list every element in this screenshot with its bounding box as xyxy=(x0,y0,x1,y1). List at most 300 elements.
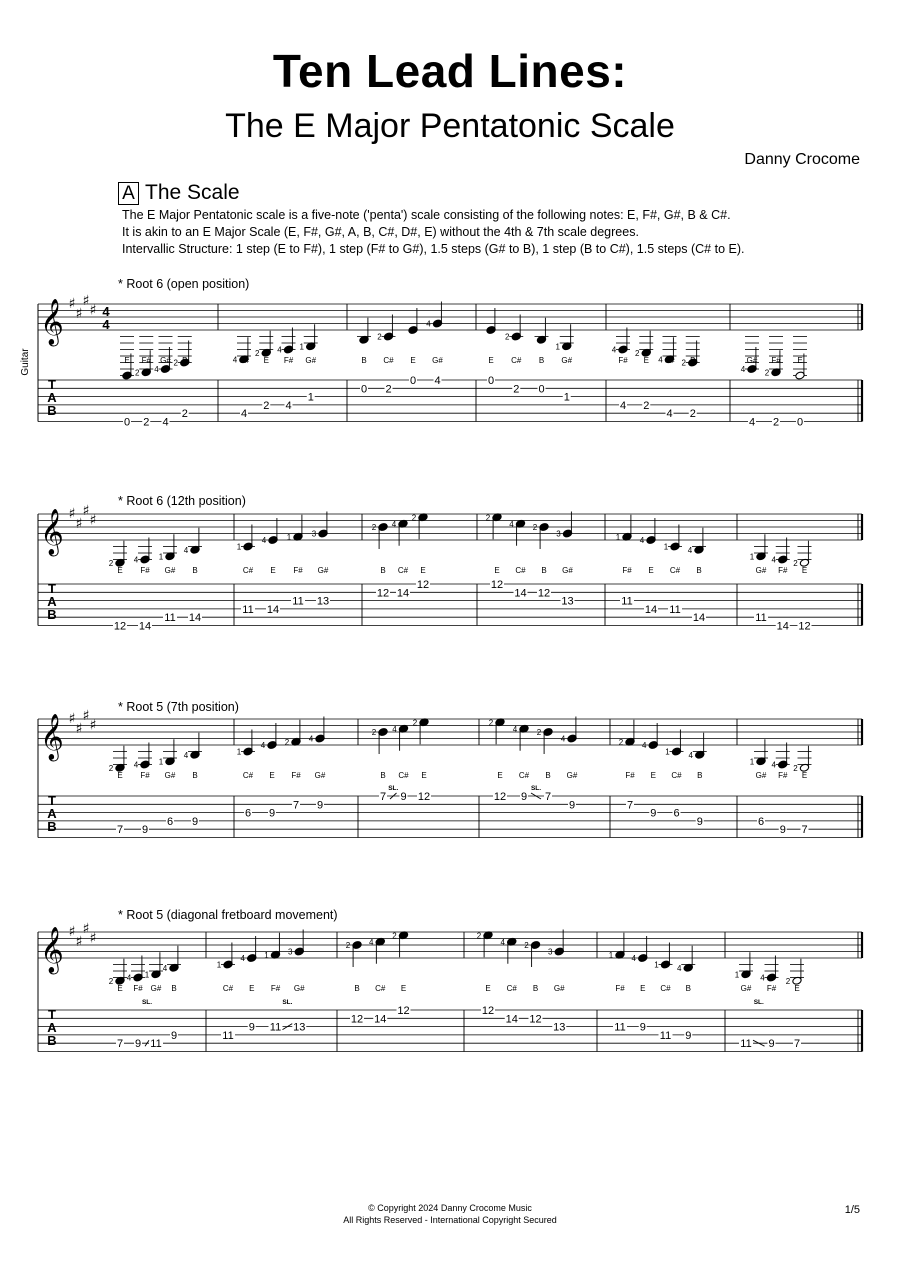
note-name: F# xyxy=(293,566,303,575)
note xyxy=(635,331,653,412)
fingering: 2 xyxy=(532,523,538,532)
note xyxy=(277,328,295,412)
note xyxy=(556,324,574,403)
tab-fret: 14 xyxy=(692,612,706,625)
tab-fret: 7 xyxy=(626,799,634,812)
note-name: G# xyxy=(164,566,176,575)
tab-fret: 9 xyxy=(191,815,199,828)
note xyxy=(255,331,273,412)
tab-clef: B xyxy=(47,607,57,622)
slide-label: SL. xyxy=(388,785,399,792)
note xyxy=(392,931,410,1017)
fingering: 4 xyxy=(369,937,374,947)
key-sharp-icon: ♯ xyxy=(82,707,90,724)
note-name: B xyxy=(538,356,545,365)
note-name: F# xyxy=(615,984,625,993)
fingering: 4 xyxy=(162,963,168,973)
note-name: B xyxy=(545,771,551,780)
note-name: F# xyxy=(133,984,143,993)
tab-fret: 12 xyxy=(350,1013,364,1026)
tab-fret: 12 xyxy=(113,620,127,633)
note-name: C# xyxy=(511,356,522,365)
note xyxy=(134,743,152,837)
note-name: G# xyxy=(317,566,329,575)
note xyxy=(233,337,251,421)
tab-fret: 14 xyxy=(266,603,280,616)
tab-fret: 2 xyxy=(143,416,150,429)
note-name: C# xyxy=(238,356,250,365)
note-name: E xyxy=(648,566,654,575)
note xyxy=(300,324,318,403)
key-sharp-icon: ♯ xyxy=(82,292,90,309)
time-signature-bottom: 4 xyxy=(102,317,110,332)
tab-fret: 14 xyxy=(644,603,658,616)
fingering: 1 xyxy=(158,552,164,562)
fingering: 2 xyxy=(284,737,290,747)
time-signature-top: 4 xyxy=(102,304,110,319)
tab-fret: 12 xyxy=(481,1005,495,1017)
note-name: E xyxy=(270,566,276,575)
note-name: C# xyxy=(664,356,675,365)
note-name: B xyxy=(354,984,360,993)
fingering: 2 xyxy=(108,558,114,568)
fingering: 4 xyxy=(391,519,397,529)
fingering: 2 xyxy=(173,358,178,368)
note xyxy=(689,733,707,828)
fingering: 4 xyxy=(760,973,765,983)
note xyxy=(772,538,790,633)
note-name: G# xyxy=(553,984,565,993)
note xyxy=(677,946,695,1042)
note xyxy=(658,337,676,421)
fingering: 4 xyxy=(183,750,189,760)
tab-fret: 9 xyxy=(520,791,528,803)
key-sharp-icon: ♯ xyxy=(75,305,83,322)
system-2 xyxy=(38,494,862,633)
tab-fret: 7 xyxy=(793,1038,801,1051)
system-1 xyxy=(20,277,862,429)
fingering: 1 xyxy=(299,342,304,352)
tab-fret: 0 xyxy=(796,416,804,429)
tab-fret: 12 xyxy=(493,791,507,803)
tab-fret: 12 xyxy=(376,587,390,600)
tab-fret: 12 xyxy=(529,1013,542,1026)
composer: Danny Crocome xyxy=(744,151,860,168)
note-name: B xyxy=(685,984,691,993)
note xyxy=(372,523,390,600)
copyright-line: © Copyright 2024 Danny Crocome Music xyxy=(368,1203,532,1213)
note xyxy=(135,337,153,429)
note xyxy=(159,534,177,624)
note-name: E xyxy=(249,984,255,993)
tab-fret: 9 xyxy=(768,1038,775,1051)
fingering: 2 xyxy=(371,523,377,532)
note-name: C# xyxy=(518,771,530,780)
system-label: * Root 6 (12th position) xyxy=(118,494,246,508)
fingering: 2 xyxy=(411,513,417,523)
note xyxy=(735,952,753,1050)
tab-fret: 4 xyxy=(748,416,756,429)
note-name: C# xyxy=(671,771,682,780)
fingering: 2 xyxy=(536,728,542,737)
note-name: E xyxy=(801,566,808,575)
note xyxy=(312,512,330,608)
note xyxy=(688,528,706,624)
description-line-1: The E Major Pentatonic scale is a five-note ('penta') scale consisting of the following notes: E, F#, G#, B & C#. xyxy=(122,208,731,222)
note-name: E xyxy=(797,356,803,365)
note-name: B xyxy=(182,356,188,365)
fingering: 2 xyxy=(785,976,791,986)
tab-fret: 6 xyxy=(673,807,680,820)
fingering: 1 xyxy=(555,342,560,352)
tab-clef: A xyxy=(47,806,57,821)
note-name: E xyxy=(124,356,130,365)
note xyxy=(174,337,192,421)
tab-fret: 14 xyxy=(138,620,152,633)
note-name: C# xyxy=(515,566,526,575)
tab-fret: 11 xyxy=(659,1029,672,1042)
tab-fret: 12 xyxy=(417,791,431,803)
tab-clef: T xyxy=(48,793,56,808)
fingering: 2 xyxy=(524,941,529,950)
note-name: G# xyxy=(432,356,443,365)
note xyxy=(477,931,495,1017)
note xyxy=(489,718,507,803)
note-name: B xyxy=(380,566,386,575)
tab-fret: 14 xyxy=(514,587,527,600)
tab-fret: 11 xyxy=(755,612,767,625)
tab-fret: 2 xyxy=(263,399,270,412)
note xyxy=(793,337,807,429)
tab-fret: 11 xyxy=(669,603,681,616)
note-name: B xyxy=(361,356,367,365)
note xyxy=(535,318,549,396)
fingering: 2 xyxy=(485,513,491,523)
fingering: 4 xyxy=(240,954,245,963)
tab-fret: 9 xyxy=(400,791,407,803)
note-name: G# xyxy=(562,566,573,575)
note xyxy=(765,337,783,429)
note xyxy=(159,739,177,828)
tab-fret: 12 xyxy=(798,620,811,633)
tab-fret: 0 xyxy=(123,416,131,429)
key-sharp-icon: ♯ xyxy=(68,506,76,522)
note-name: G# xyxy=(561,356,573,365)
note xyxy=(408,308,418,387)
tab-fret: 7 xyxy=(379,791,387,803)
fingering: 2 xyxy=(505,332,510,342)
fingering: 2 xyxy=(618,737,624,747)
key-sharp-icon: ♯ xyxy=(82,920,90,937)
tab-fret: 9 xyxy=(170,1029,178,1042)
tab-fret: 12 xyxy=(537,587,551,600)
note-name: B xyxy=(532,984,539,993)
tab-fret: 9 xyxy=(268,807,276,820)
tab-fret: 9 xyxy=(650,807,657,820)
fingering: 1 xyxy=(608,950,614,960)
note-name: F# xyxy=(283,356,294,365)
tab-fret: 0 xyxy=(409,375,417,387)
fingering: 2 xyxy=(412,718,418,728)
note-name: F# xyxy=(140,771,150,780)
fingering: 4 xyxy=(677,963,682,973)
tab-clef: T xyxy=(48,1007,56,1022)
fingering: 2 xyxy=(764,368,770,378)
note-name: E xyxy=(263,356,269,365)
fingering: 4 xyxy=(631,954,636,963)
description-line-2: It is akin to an E Major Scale (E, F#, G#, A, B, C#, D#, E) without the 4th & 7th scale degrees. xyxy=(122,225,639,239)
tab-fret: 11 xyxy=(621,595,633,608)
system-3 xyxy=(38,700,862,838)
page-number: 1/5 xyxy=(844,1204,860,1216)
tab-clef: T xyxy=(48,581,56,596)
note-name: E xyxy=(794,984,800,993)
treble-clef-icon: 𝄞 xyxy=(40,927,64,973)
fingering: 2 xyxy=(371,728,377,737)
tab-fret: 2 xyxy=(643,399,650,412)
note-name: B xyxy=(192,566,198,575)
note-name: C# xyxy=(375,984,386,993)
fingering: 4 xyxy=(688,750,693,760)
key-sharp-icon: ♯ xyxy=(68,924,76,940)
note xyxy=(793,541,811,633)
key-sharp-icon: ♯ xyxy=(89,717,97,734)
tab-fret: 1 xyxy=(307,391,314,404)
tab-fret: 13 xyxy=(316,595,330,608)
rights-line: All Rights Reserved - International Copyright Secured xyxy=(343,1215,557,1225)
note-name: B xyxy=(171,984,177,993)
treble-clef-icon: 𝄞 xyxy=(40,714,64,760)
tab-fret: 7 xyxy=(116,824,124,837)
note-name: C# xyxy=(398,771,409,780)
note xyxy=(426,302,443,388)
note xyxy=(486,513,504,591)
fingering: 4 xyxy=(611,345,617,355)
note-name: G# xyxy=(150,984,162,993)
note xyxy=(753,956,779,1051)
tab-fret: 11 xyxy=(242,603,254,616)
note xyxy=(505,315,523,396)
slide-label: SL. xyxy=(141,999,153,1006)
system-label: * Root 5 (7th position) xyxy=(118,700,239,714)
tab-fret: 11 xyxy=(269,1021,282,1034)
fingering: 4 xyxy=(560,734,566,744)
note xyxy=(109,541,127,633)
note-name: G# xyxy=(755,566,767,575)
note xyxy=(262,518,280,616)
fingering: 4 xyxy=(154,365,159,374)
tab-fret: 9 xyxy=(639,1021,646,1034)
tab-fret: 11 xyxy=(164,612,176,625)
fingering: 2 xyxy=(793,558,798,568)
note xyxy=(750,739,768,828)
note-name: C# xyxy=(242,771,254,780)
fingering: 2 xyxy=(135,368,140,378)
tab-fret: 7 xyxy=(292,799,300,812)
tab-fret: 4 xyxy=(240,408,248,421)
key-sharp-icon: ♯ xyxy=(89,930,97,947)
note-name: E xyxy=(421,771,427,780)
note-name: G# xyxy=(746,356,758,365)
tab-fret: 11 xyxy=(292,595,304,608)
fingering: 1 xyxy=(615,532,621,542)
treble-clef-icon: 𝄞 xyxy=(40,509,64,555)
fingering: 4 xyxy=(771,555,776,565)
note-name: E xyxy=(485,984,491,993)
tab-fret: 2 xyxy=(513,383,520,396)
system-label: * Root 5 (diagonal fretboard movement) xyxy=(118,908,338,922)
tab-clef: A xyxy=(47,390,57,405)
note-name: F# xyxy=(141,356,151,365)
note xyxy=(632,936,648,1034)
tab-fret: 1 xyxy=(563,391,570,404)
tab-fret: 9 xyxy=(134,1038,142,1051)
note xyxy=(616,515,634,608)
note-name: E xyxy=(117,771,123,780)
fingering: 1 xyxy=(236,542,242,552)
note-name: E xyxy=(269,771,275,780)
note xyxy=(357,318,371,396)
note xyxy=(163,946,181,1042)
tab-fret: 7 xyxy=(116,1038,124,1051)
instrument-label: Guitar xyxy=(20,348,31,376)
fingering: 4 xyxy=(277,345,282,355)
note-name: F# xyxy=(140,566,150,575)
slide-label: SL. xyxy=(530,785,542,792)
note-name: C# xyxy=(242,566,254,575)
note-name: E xyxy=(410,356,416,365)
note-name: F# xyxy=(291,771,301,780)
note-name: B xyxy=(192,771,198,780)
key-sharp-icon: ♯ xyxy=(89,512,97,529)
fingering: 4 xyxy=(642,741,647,750)
description-line-3: Intervallic Structure: 1 step (E to F#), 1 step (F# to G#), 1.5 steps (G# to B), 1 step (B to C#), 1.5 steps (C# to E). xyxy=(122,242,745,256)
rehearsal-mark: A xyxy=(118,182,139,205)
fingering: 4 xyxy=(392,724,397,734)
note xyxy=(241,936,257,1034)
tab-fret: 11 xyxy=(222,1029,234,1042)
note-name: B xyxy=(690,356,696,365)
note xyxy=(369,937,387,1025)
tab-fret: 7 xyxy=(801,824,808,837)
tab-fret: 9 xyxy=(696,815,703,828)
tab-fret: 11 xyxy=(614,1021,626,1034)
fingering: 4 xyxy=(133,760,139,770)
system-4 xyxy=(38,908,862,1052)
fingering: 2 xyxy=(108,763,114,773)
note-name: F# xyxy=(270,984,281,993)
note-name: C# xyxy=(506,984,517,993)
fingering: 2 xyxy=(681,358,686,368)
tab-clef: T xyxy=(48,377,56,392)
tab-fret: 2 xyxy=(689,408,696,421)
fingering: 2 xyxy=(345,941,351,950)
note xyxy=(741,337,759,429)
note-name: B xyxy=(697,771,703,780)
tab-fret: 14 xyxy=(505,1013,518,1026)
fingering: 3 xyxy=(288,947,293,957)
note-name: G# xyxy=(160,356,171,365)
tab-fret: 14 xyxy=(188,612,202,625)
note xyxy=(664,525,682,616)
note xyxy=(513,724,530,803)
note-name: B xyxy=(380,771,386,780)
note-name: E xyxy=(488,356,494,365)
fingering: 2 xyxy=(377,332,382,342)
tab-fret: 7 xyxy=(544,791,552,803)
tab-fret: 9 xyxy=(685,1029,692,1042)
note xyxy=(413,718,431,803)
fingering: 2 xyxy=(488,718,494,728)
fingering: 4 xyxy=(133,555,139,565)
tab-fret: 12 xyxy=(416,579,430,591)
fingering: 1 xyxy=(236,747,242,757)
tab-fret: 4 xyxy=(434,375,441,387)
fingering: 2 xyxy=(476,931,482,941)
tab-fret: 6 xyxy=(166,815,174,828)
fingering: 2 xyxy=(793,763,798,773)
note-name: E xyxy=(801,771,808,780)
note-name: F# xyxy=(766,984,777,993)
fingering: 1 xyxy=(216,960,222,970)
note xyxy=(237,525,255,616)
treble-clef-icon: 𝄞 xyxy=(40,299,64,345)
note xyxy=(612,328,630,412)
fingering: 3 xyxy=(548,947,553,957)
fingering: 3 xyxy=(311,529,317,539)
tab-fret: 13 xyxy=(561,595,574,608)
note-name: E xyxy=(640,984,646,993)
key-sharp-icon: ♯ xyxy=(75,933,83,950)
tab-fret: 9 xyxy=(316,799,324,812)
note xyxy=(120,337,134,429)
note-name: C# xyxy=(222,984,234,993)
tab-fret: 0 xyxy=(487,375,495,387)
note-name: E xyxy=(420,566,426,575)
note-name: F# xyxy=(778,566,788,575)
fingering: 1 xyxy=(286,532,292,542)
tab-fret: 0 xyxy=(360,383,368,396)
tab-fret: 4 xyxy=(666,408,673,421)
note xyxy=(261,723,277,820)
note-name: C# xyxy=(669,566,681,575)
note xyxy=(154,337,172,429)
note xyxy=(556,512,574,608)
title: Ten Lead Lines: xyxy=(272,45,628,97)
fingering: 2 xyxy=(255,348,260,358)
fingering: 4 xyxy=(658,355,663,365)
fingering: 2 xyxy=(392,931,397,941)
note-name: E xyxy=(643,356,649,365)
tab-clef: B xyxy=(47,403,57,418)
fingering: 1 xyxy=(663,542,669,552)
note-name: F# xyxy=(618,356,628,365)
tab-fret: 14 xyxy=(776,620,789,633)
note xyxy=(750,534,768,624)
tab-fret: 9 xyxy=(141,824,149,837)
note-name: G# xyxy=(740,984,752,993)
note-name: G# xyxy=(566,771,578,780)
tab-fret: 14 xyxy=(374,1013,387,1026)
note xyxy=(533,523,551,600)
slide-label: SL. xyxy=(753,999,764,1006)
subtitle: The E Major Pentatonic Scale xyxy=(225,107,675,145)
fingering: 4 xyxy=(639,536,645,545)
note-name: G# xyxy=(755,771,767,780)
tab-fret: 13 xyxy=(293,1021,306,1034)
note xyxy=(346,941,364,1026)
note xyxy=(134,538,152,633)
